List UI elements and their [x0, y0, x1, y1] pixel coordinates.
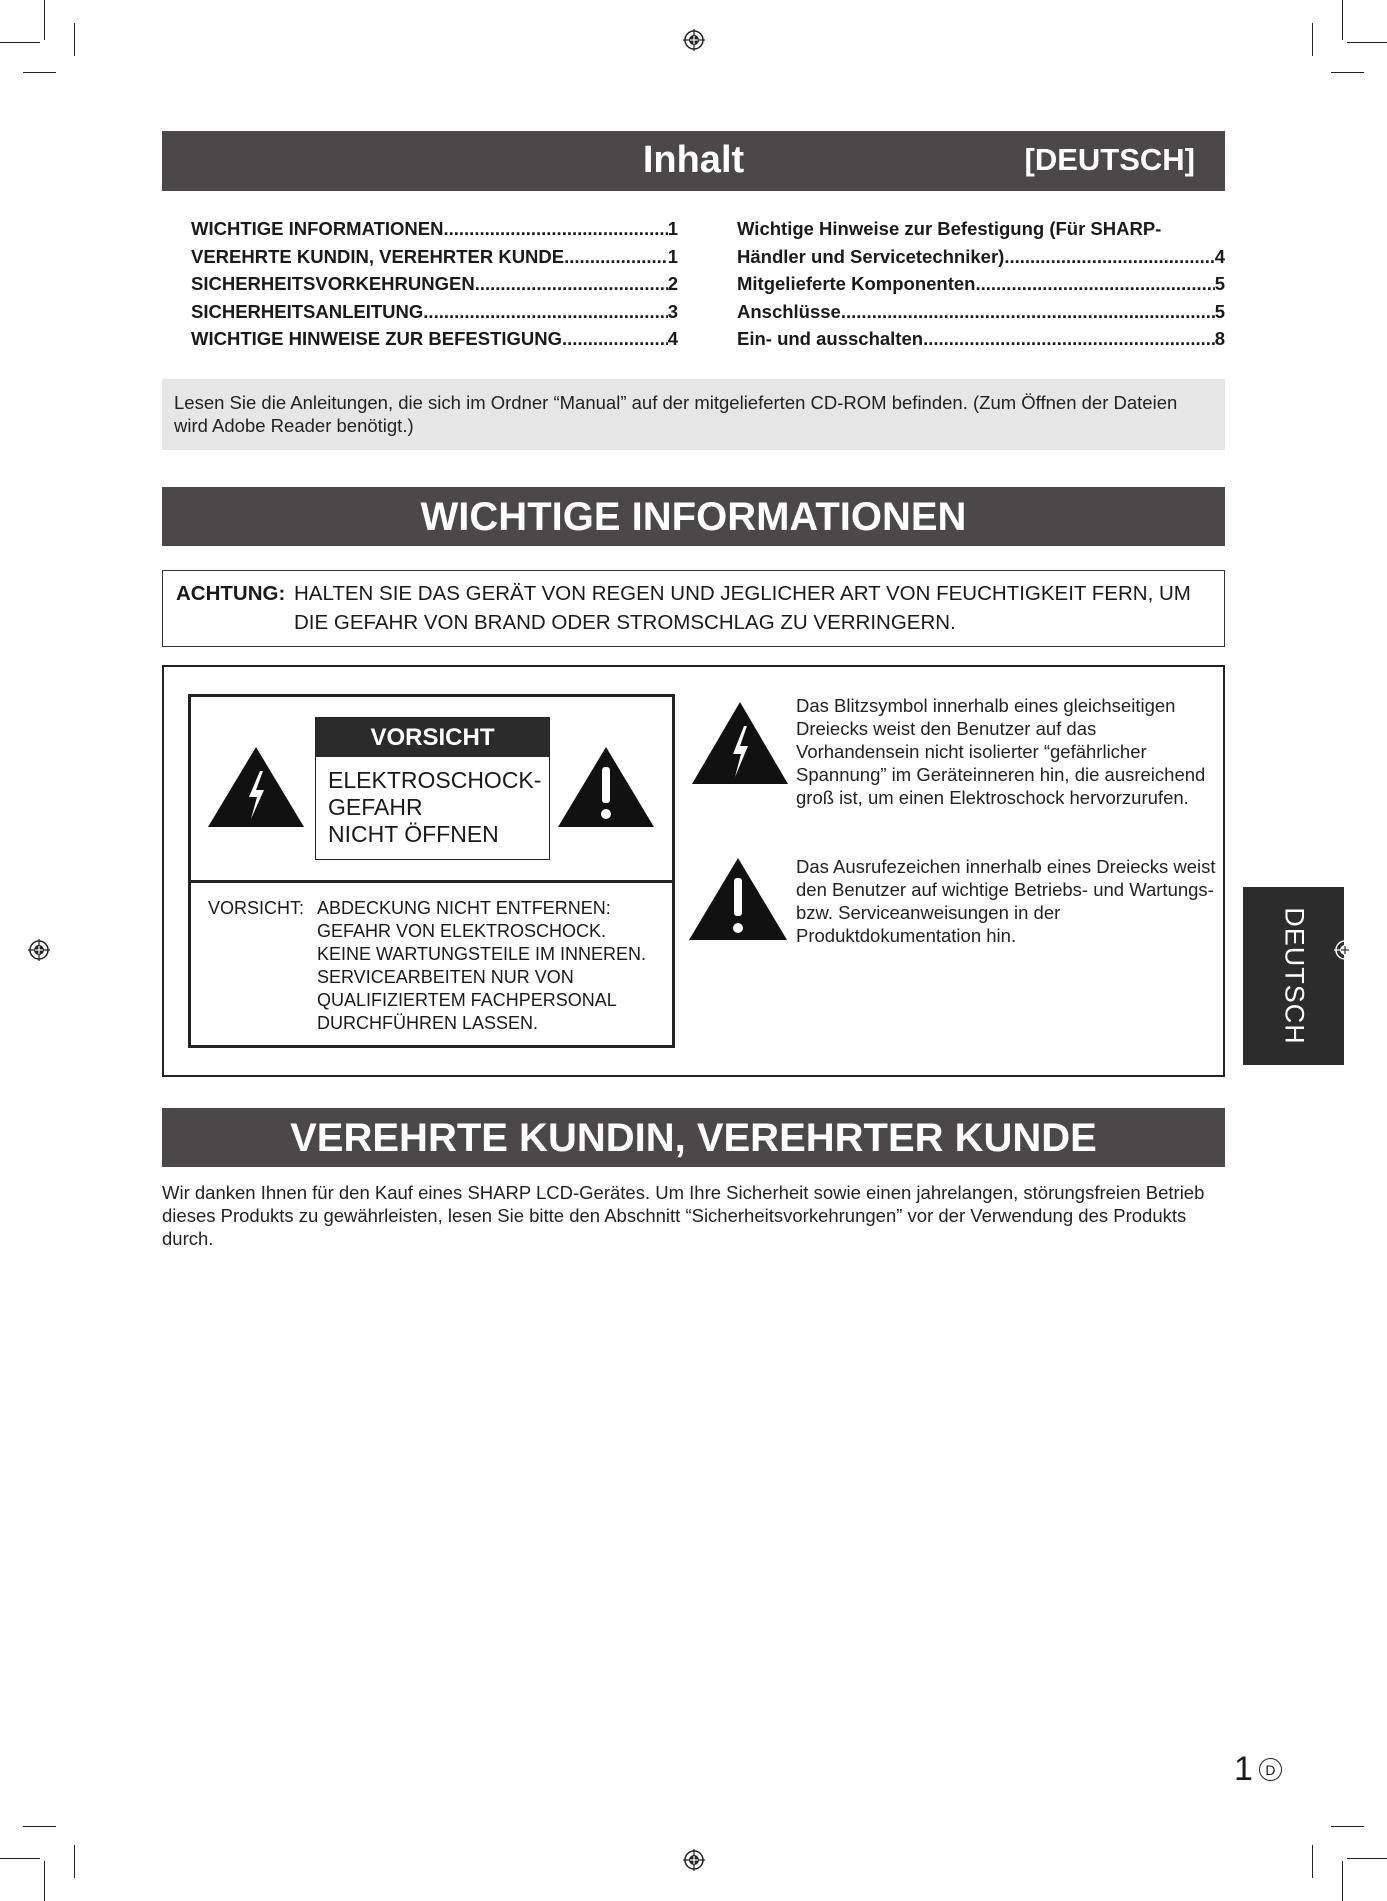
customer-title: VEREHRTE KUNDIN, VEREHRTER KUNDE: [290, 1116, 1097, 1160]
toc-entry[interactable]: SICHERHEITSANLEITUNG ..... 3: [191, 298, 678, 326]
exclamation-warning-icon: [687, 856, 789, 942]
contents-title: Inhalt: [642, 139, 745, 181]
toc-right-column: [737, 215, 1225, 353]
lightning-warning-icon: [690, 700, 790, 786]
achtung-label: ACHTUNG:: [176, 582, 286, 605]
toc-entry[interactable]: WICHTIGE HINWEISE ZUR BEFESTIGUNG ..... 4: [191, 325, 678, 353]
vorsicht-bottom-label: VORSICHT:: [208, 898, 305, 918]
exclamation-warning-icon: [556, 745, 656, 829]
language-label: [DEUTSCH]: [1024, 142, 1195, 177]
vorsicht-panel-line-3: NICHT ÖFFNEN: [328, 821, 499, 847]
toc-entry[interactable]: SICHERHEITSVORKEHRUNGEN ..... 2: [191, 270, 678, 298]
toc-entry-first-line[interactable]: Wichtige Hinweise zur Befestigung (Für SHARP-: [737, 218, 1162, 239]
exclamation-symbol-explanation: Das Ausrufezeichen innerhalb eines Dreiecks weist den Benutzer auf wichtige Betriebs- und Wartungs- bzw. Serviceanweisungen in der Produktdokumentation hin.: [796, 856, 1216, 946]
toc-entry[interactable]: Mitgelieferte Komponenten ..... 5: [737, 270, 1225, 298]
page-number-value: 1: [1234, 1750, 1253, 1788]
achtung-line-1: HALTEN SIE DAS GERÄT VON REGEN UND JEGLICHER ART VON FEUCHTIGKEIT FERN, UM: [294, 582, 1191, 605]
lightning-warning-icon: [206, 745, 306, 829]
toc-entry[interactable]: Ein- und ausschalten ..... 8: [737, 325, 1225, 353]
toc-entry[interactable]: WICHTIGE INFORMATIONEN ..... 1: [191, 215, 678, 243]
important-info-title: WICHTIGE INFORMATIONEN: [420, 495, 967, 539]
registration-mark-icon: [28, 939, 50, 961]
registration-mark-icon: [683, 29, 705, 51]
registration-mark-icon: [1334, 939, 1356, 961]
lightning-symbol-explanation: Das Blitzsymbol innerhalb eines gleichseitigen Dreiecks weist den Benutzer auf das Vorhandensein nicht isolierter “gefährlicher Spannung” im Geräteinneren hin, die ausreichend groß ist, um einen Elektroschock hervorzurufen.: [796, 695, 1206, 808]
vorsicht-panel-line-2: GEFAHR: [328, 794, 423, 820]
customer-intro-text: Wir danken Ihnen für den Kauf eines SHARP LCD-Gerätes. Um Ihre Sicherheit sowie einen jahrelangen, störungsfreien Betrieb dieses Produkts zu gewährleisten, lesen Sie bitte den Abschnitt “Sicherheitsvorkehrungen” vor der Verwendung des Produkts durch.: [162, 1182, 1205, 1249]
registration-mark-icon: [683, 1849, 705, 1871]
vorsicht-panel-line-1: ELEKTROSCHOCK-: [328, 767, 542, 793]
toc-entry[interactable]: Händler und Servicetechniker) ..... 4: [737, 243, 1225, 271]
page-suffix-icon: D: [1259, 1758, 1282, 1781]
vorsicht-bottom-text: ABDECKUNG NICHT ENTFERNEN: GEFAHR VON ELEKTROSCHOCK. KEINE WARTUNGSTEILE IM INNEREN. SERVICEARBEITEN NUR VON QUALIFIZIERTEM FACHPERSONAL DURCHFÜHREN LASSEN.: [317, 898, 647, 1033]
achtung-warning-box: [162, 570, 1225, 647]
customer-header-bar: [162, 1108, 1225, 1167]
caution-label-divider: [191, 880, 672, 883]
important-info-header-bar: [162, 487, 1225, 546]
page-number: [1234, 1750, 1282, 1789]
achtung-line-2: DIE GEFAHR VON BRAND ODER STROMSCHLAG ZU VERRINGERN.: [294, 611, 956, 634]
vorsicht-panel: [315, 717, 550, 860]
toc-entry[interactable]: VEREHRTE KUNDIN, VEREHRTER KUNDE ..... 1: [191, 243, 678, 271]
language-side-tab[interactable]: [1243, 887, 1344, 1065]
vorsicht-panel-header: VORSICHT: [316, 718, 549, 757]
cdrom-note: Lesen Sie die Anleitungen, die sich im Ordner “Manual” auf der mitgelieferten CD-ROM befinden. (Zum Öffnen der Dateien wird Adobe Reader benötigt.): [162, 379, 1225, 450]
caution-label: [188, 694, 675, 1048]
toc-entry[interactable]: Anschlüsse ..... 5: [737, 298, 1225, 326]
contents-header-bar: [162, 131, 1225, 191]
toc-left-column: [191, 215, 678, 353]
side-tab-label: DEUTSCH: [1279, 907, 1309, 1045]
